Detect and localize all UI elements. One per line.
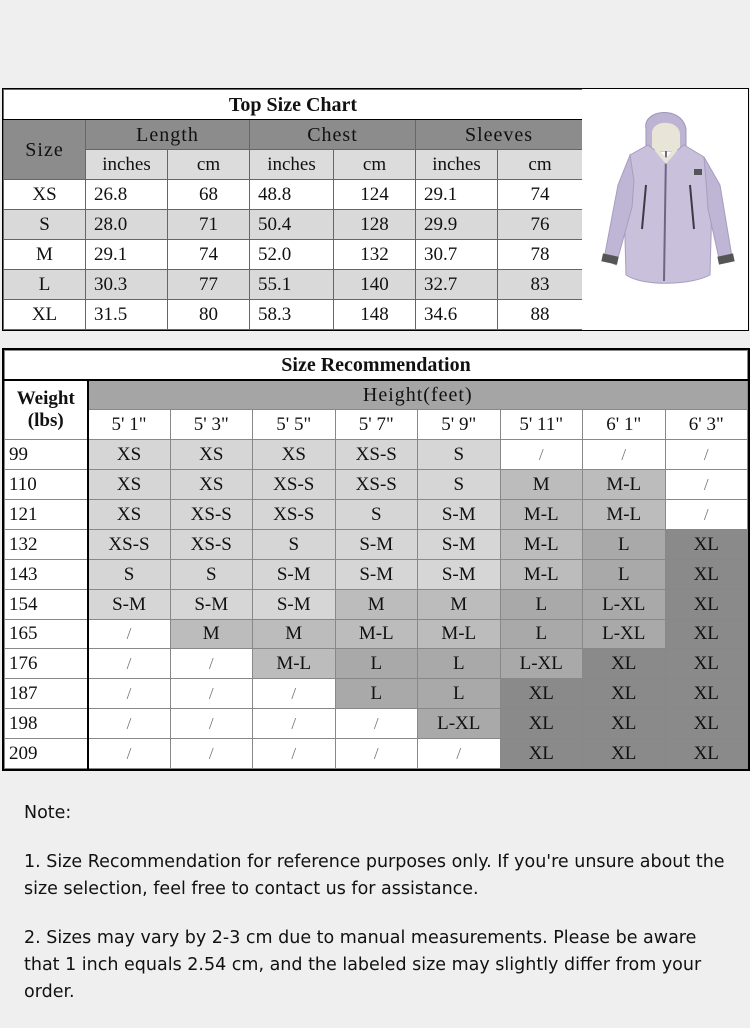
height-value: 5' 7" xyxy=(335,410,418,440)
size-cell: XL xyxy=(665,619,748,649)
table-row xyxy=(5,679,748,709)
table-row xyxy=(5,649,748,679)
sleeves-header: Sleeves xyxy=(416,120,583,150)
notes-heading: Note: xyxy=(24,803,72,823)
size-cell: / xyxy=(665,440,748,470)
measurement-cell: 58.3 xyxy=(250,300,334,330)
measurement-cell: 76 xyxy=(498,210,583,240)
size-cell: / xyxy=(253,739,336,769)
measurement-cell: 48.8 xyxy=(250,180,334,210)
size-cell: XL xyxy=(500,739,583,769)
weight-header xyxy=(5,380,88,440)
size-label: S xyxy=(4,210,86,240)
weight-value: 99 xyxy=(5,440,88,470)
size-cell: XL xyxy=(665,529,748,559)
measurement-cell: 88 xyxy=(498,300,583,330)
measurement-cell: 124 xyxy=(334,180,416,210)
measurement-cell: 78 xyxy=(498,240,583,270)
size-cell: L-XL xyxy=(583,589,666,619)
size-cell: XL xyxy=(665,649,748,679)
size-cell: S-M xyxy=(418,529,501,559)
table-row xyxy=(4,210,583,240)
unit-header: inches xyxy=(86,150,168,180)
size-cell: M-L xyxy=(500,500,583,530)
height-value: 5' 3" xyxy=(170,410,253,440)
weight-value: 132 xyxy=(5,529,88,559)
table-row xyxy=(5,500,748,530)
table-row xyxy=(4,240,583,270)
size-cell: / xyxy=(88,649,171,679)
size-cell: S-M xyxy=(88,589,171,619)
notes-section xyxy=(24,800,729,1028)
size-column-header: Size xyxy=(4,120,86,180)
weight-value: 121 xyxy=(5,500,88,530)
size-cell: M xyxy=(170,619,253,649)
measurement-cell: 29.1 xyxy=(416,180,498,210)
top-size-chart xyxy=(2,88,583,331)
measurement-cell: 32.7 xyxy=(416,270,498,300)
size-cell: XL xyxy=(665,679,748,709)
measurement-cell: 77 xyxy=(168,270,250,300)
measurement-cell: 132 xyxy=(334,240,416,270)
size-cell: S-M xyxy=(418,559,501,589)
top-chart-body xyxy=(4,180,583,330)
size-cell: / xyxy=(170,649,253,679)
note-item-2: 2. Sizes may vary by 2-3 cm due to manual measurements. Please be aware that 1 inch equals 2.54 cm, and the labeled size may slightly differ from your order. xyxy=(24,928,702,1002)
table-row xyxy=(4,300,583,330)
size-cell: XS xyxy=(170,440,253,470)
size-cell: L xyxy=(418,679,501,709)
measurement-cell: 50.4 xyxy=(250,210,334,240)
size-cell: XL xyxy=(583,709,666,739)
size-cell: XS-S xyxy=(88,529,171,559)
measurement-cell: 128 xyxy=(334,210,416,240)
size-cell: L-XL xyxy=(583,619,666,649)
size-label: XL xyxy=(4,300,86,330)
size-cell: / xyxy=(88,619,171,649)
size-cell: XS xyxy=(253,440,336,470)
weight-value: 110 xyxy=(5,470,88,500)
size-cell: / xyxy=(170,709,253,739)
size-label: XS xyxy=(4,180,86,210)
measurement-cell: 29.1 xyxy=(86,240,168,270)
size-cell: XL xyxy=(583,739,666,769)
weight-value: 187 xyxy=(5,679,88,709)
unit-header: cm xyxy=(168,150,250,180)
table-row xyxy=(5,709,748,739)
size-cell: S xyxy=(418,470,501,500)
measurement-cell: 74 xyxy=(498,180,583,210)
size-cell: XS xyxy=(170,470,253,500)
size-cell: M-L xyxy=(500,529,583,559)
weight-value: 143 xyxy=(5,559,88,589)
size-cell: XS-S xyxy=(253,500,336,530)
size-cell: XL xyxy=(665,739,748,769)
size-cell: XL xyxy=(665,589,748,619)
size-cell: L xyxy=(500,619,583,649)
size-cell: XL xyxy=(500,709,583,739)
height-row xyxy=(5,410,748,440)
size-cell: L xyxy=(500,589,583,619)
measurement-cell: 26.8 xyxy=(86,180,168,210)
size-cell: S-M xyxy=(253,559,336,589)
size-cell: M-L xyxy=(335,619,418,649)
weight-value: 209 xyxy=(5,739,88,769)
table-row xyxy=(5,529,748,559)
size-cell: L xyxy=(583,529,666,559)
size-label: L xyxy=(4,270,86,300)
size-cell: XS xyxy=(88,470,171,500)
size-recommendation-table xyxy=(2,348,750,771)
table-row xyxy=(5,470,748,500)
table-row xyxy=(5,440,748,470)
unit-header: cm xyxy=(498,150,583,180)
measurement-cell: 30.3 xyxy=(86,270,168,300)
size-cell: M xyxy=(253,619,336,649)
height-header: Height(feet) xyxy=(88,380,748,410)
unit-header: inches xyxy=(416,150,498,180)
size-cell: L xyxy=(335,679,418,709)
note-item-1: 1. Size Recommendation for reference purposes only. If you're unsure about the size selection, feel free to contact us for assistance. xyxy=(24,852,725,899)
size-cell: XL xyxy=(665,709,748,739)
size-cell: S xyxy=(88,559,171,589)
height-value: 6' 3" xyxy=(665,410,748,440)
weight-value: 198 xyxy=(5,709,88,739)
size-cell: M xyxy=(335,589,418,619)
size-cell: XL xyxy=(583,679,666,709)
size-cell: / xyxy=(170,739,253,769)
measurement-cell: 30.7 xyxy=(416,240,498,270)
measurement-cell: 140 xyxy=(334,270,416,300)
size-cell: L xyxy=(583,559,666,589)
weight-header-line1: Weight xyxy=(16,388,75,410)
weight-header-line2: (lbs) xyxy=(27,409,64,431)
measurement-cell: 55.1 xyxy=(250,270,334,300)
height-value: 5' 5" xyxy=(253,410,336,440)
height-value: 5' 9" xyxy=(418,410,501,440)
size-cell: / xyxy=(665,470,748,500)
length-header: Length xyxy=(86,120,250,150)
unit-row xyxy=(4,150,583,180)
size-cell: / xyxy=(88,739,171,769)
size-cell: L-XL xyxy=(500,649,583,679)
unit-header: cm xyxy=(334,150,416,180)
table-row xyxy=(4,270,583,300)
size-cell: XL xyxy=(665,559,748,589)
table-row xyxy=(5,739,748,769)
size-cell: M-L xyxy=(418,619,501,649)
size-cell: L xyxy=(335,649,418,679)
size-cell: S xyxy=(170,559,253,589)
measurement-cell: 28.0 xyxy=(86,210,168,240)
product-photo xyxy=(582,88,749,331)
size-cell: XS-S xyxy=(170,500,253,530)
measurement-cell: 83 xyxy=(498,270,583,300)
size-label: M xyxy=(4,240,86,270)
size-cell: / xyxy=(253,709,336,739)
size-cell: / xyxy=(170,679,253,709)
size-cell: M-L xyxy=(253,649,336,679)
size-cell: S-M xyxy=(170,589,253,619)
height-value: 6' 1" xyxy=(583,410,666,440)
jacket-icon xyxy=(582,89,748,330)
measurement-cell: 29.9 xyxy=(416,210,498,240)
size-cell: M-L xyxy=(500,559,583,589)
size-cell: XS xyxy=(88,440,171,470)
size-cell: S-M xyxy=(335,559,418,589)
size-cell: / xyxy=(583,440,666,470)
table-row xyxy=(5,559,748,589)
size-cell: M-L xyxy=(583,470,666,500)
size-cell: XL xyxy=(500,679,583,709)
size-cell: XS-S xyxy=(170,529,253,559)
size-cell: / xyxy=(253,679,336,709)
measurement-cell: 71 xyxy=(168,210,250,240)
size-cell: / xyxy=(88,679,171,709)
size-cell: / xyxy=(335,739,418,769)
height-value: 5' 1" xyxy=(88,410,171,440)
measurement-cell: 74 xyxy=(168,240,250,270)
recommendation-body xyxy=(5,440,748,769)
weight-value: 165 xyxy=(5,619,88,649)
size-cell: / xyxy=(500,440,583,470)
size-cell: M xyxy=(500,470,583,500)
size-cell: M-L xyxy=(583,500,666,530)
size-cell: S xyxy=(418,440,501,470)
weight-value: 176 xyxy=(5,649,88,679)
recommendation-title: Size Recommendation xyxy=(5,351,748,380)
weight-value: 154 xyxy=(5,589,88,619)
size-cell: XS-S xyxy=(335,470,418,500)
size-cell: M xyxy=(418,589,501,619)
size-cell: S xyxy=(335,500,418,530)
size-cell: / xyxy=(335,709,418,739)
size-cell: / xyxy=(88,709,171,739)
unit-header: inches xyxy=(250,150,334,180)
size-cell: L-XL xyxy=(418,709,501,739)
size-cell: XS-S xyxy=(253,470,336,500)
size-cell: S-M xyxy=(418,500,501,530)
size-cell: L xyxy=(418,649,501,679)
table-row xyxy=(5,619,748,649)
size-cell: S-M xyxy=(253,589,336,619)
height-value: 5' 11" xyxy=(500,410,583,440)
size-cell: XL xyxy=(583,649,666,679)
top-chart-title: Top Size Chart xyxy=(4,90,583,120)
size-cell: S xyxy=(253,529,336,559)
measurement-cell: 31.5 xyxy=(86,300,168,330)
measurement-cell: 148 xyxy=(334,300,416,330)
size-cell: / xyxy=(418,739,501,769)
table-row xyxy=(4,180,583,210)
measurement-cell: 68 xyxy=(168,180,250,210)
table-row xyxy=(5,589,748,619)
measurement-cell: 34.6 xyxy=(416,300,498,330)
size-cell: XS xyxy=(88,500,171,530)
measurement-cell: 52.0 xyxy=(250,240,334,270)
size-cell: XS-S xyxy=(335,440,418,470)
chest-header: Chest xyxy=(250,120,416,150)
size-cell: / xyxy=(665,500,748,530)
measurement-cell: 80 xyxy=(168,300,250,330)
size-cell: S-M xyxy=(335,529,418,559)
